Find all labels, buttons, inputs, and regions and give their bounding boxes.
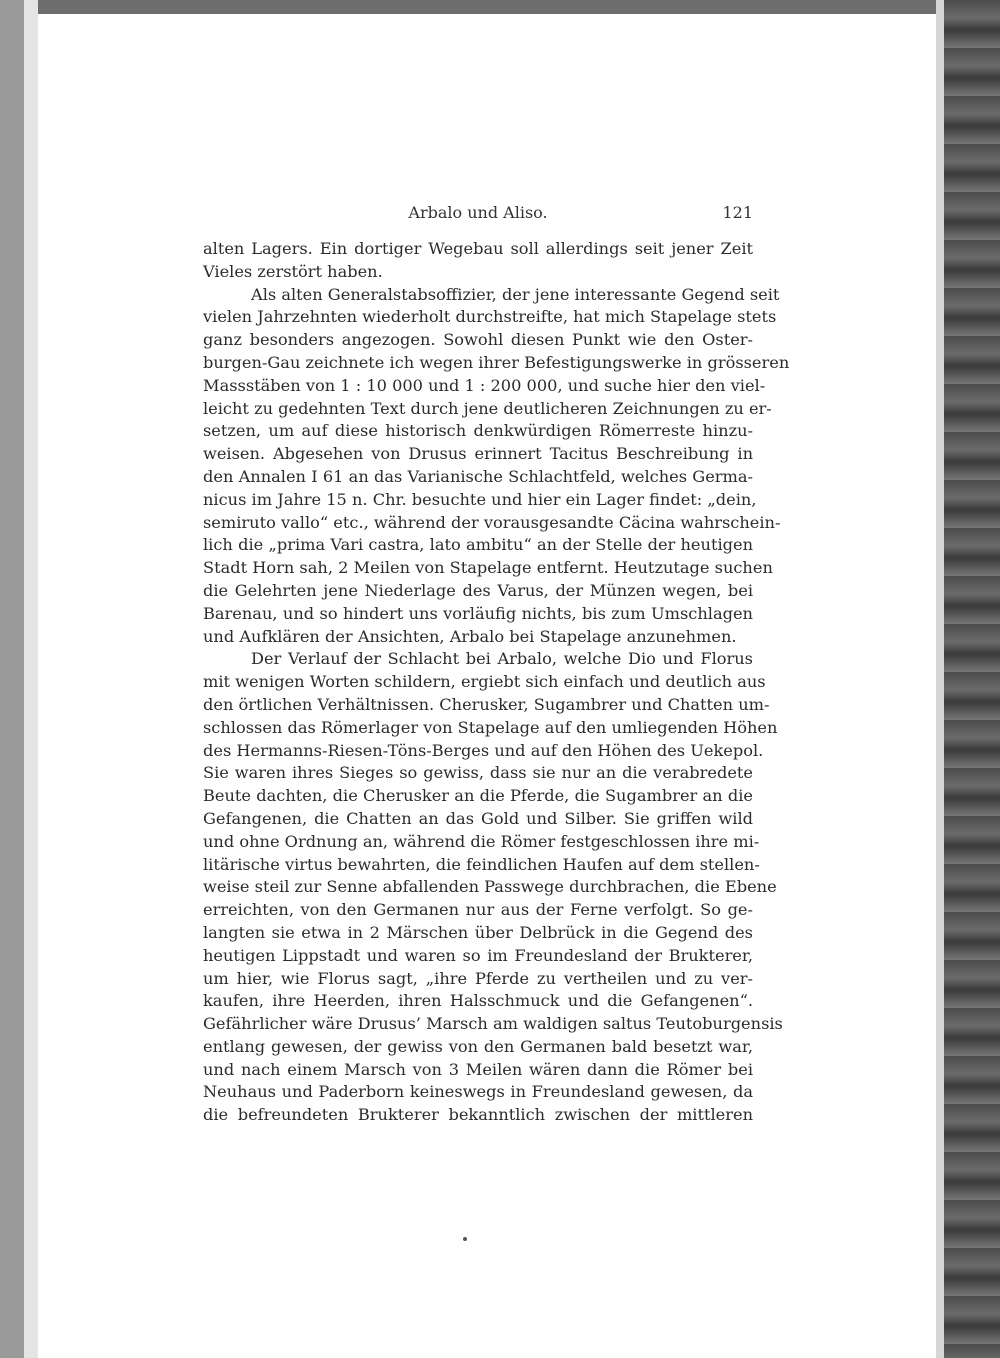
text-line: die befreundeten Brukterer bekanntlich zwischen der mittleren xyxy=(203,1105,753,1125)
body-text xyxy=(203,238,790,1127)
text-line: um hier, wie Florus sagt, „ihre Pferde zu vertheilen und zu ver- xyxy=(203,968,753,988)
text-line: ganz besonders angezogen. Sowohl diesen Punkt wie den Oster- xyxy=(203,330,753,350)
text-line: leicht zu gedehnten Text durch jene deutlicheren Zeichnungen zu er- xyxy=(203,398,772,418)
text-line: setzen, um auf diese historisch denkwürdigen Römerreste hinzu- xyxy=(203,421,753,441)
text-line: Massstäben von 1 : 10 000 und 1 : 200 000, und suche hier den viel- xyxy=(203,375,766,395)
page-number: 121 xyxy=(722,203,753,222)
text-line: lich die „prima Vari castra, lato ambitu“ an der Stelle der heutigen xyxy=(203,535,753,555)
text-line: Gefährlicher wäre Drusus’ Marsch am waldigen saltus Teutoburgensis xyxy=(203,1014,783,1034)
text-line: und nach einem Marsch von 3 Meilen wären dann die Römer bei xyxy=(203,1059,753,1079)
text-line: Stadt Horn sah, 2 Meilen von Stapelage entfernt. Heutzutage suchen xyxy=(203,558,773,578)
text-line: Neuhaus und Paderborn keineswegs in Freundesland gewesen, da xyxy=(203,1082,753,1102)
scan-left-edge xyxy=(0,0,24,1358)
speck-mark xyxy=(463,1237,467,1241)
left-gutter xyxy=(24,0,38,1358)
text-line: erreichten, von den Germanen nur aus der Ferne verfolgt. So ge- xyxy=(203,900,753,920)
text-line: Sie waren ihres Sieges so gewiss, dass sie nur an die verabredete xyxy=(203,763,753,783)
text-line: litärische virtus bewahrten, die feindlichen Haufen auf dem stellen- xyxy=(203,854,760,874)
text-line: des Hermanns-Riesen-Töns-Berges und auf den Höhen des Uekepol. xyxy=(203,740,764,760)
text-line: heutigen Lippstadt und waren so im Freundesland der Brukterer, xyxy=(203,945,753,965)
scan-top-edge xyxy=(0,0,1000,14)
text-line: Als alten Generalstabsoffizier, der jene interessante Gegend seit xyxy=(251,284,780,304)
text-line: kaufen, ihre Heerden, ihren Halsschmuck und die Gefangenen“. xyxy=(203,991,753,1011)
text-line: Beute dachten, die Cherusker an die Pferde, die Sugambrer an die xyxy=(203,786,753,806)
text-line: burgen-Gau zeichnete ich wegen ihrer Befestigungswerke in grösseren xyxy=(203,352,790,372)
text-line: nicus im Jahre 15 n. Chr. besuchte und hier ein Lager findet: „dein, xyxy=(203,489,757,509)
text-line: und ohne Ordnung an, während die Römer festgeschlossen ihre mi- xyxy=(203,831,760,851)
book-edge-right xyxy=(944,0,1000,1358)
right-gutter xyxy=(936,0,944,1358)
text-line: Barenau, und so hindert uns vorläufig nichts, bis zum Umschlagen xyxy=(203,603,753,623)
text-line: und Aufklären der Ansichten, Arbalo bei Stapelage anzunehmen. xyxy=(203,626,737,646)
text-line: alten Lagers. Ein dortiger Wegebau soll allerdings seit jener Zeit xyxy=(203,239,753,258)
text-line: schlossen das Römerlager von Stapelage auf den umliegenden Höhen xyxy=(203,717,778,737)
text-line: mit wenigen Worten schildern, ergiebt sich einfach und deutlich aus xyxy=(203,672,766,692)
text-line: weisen. Abgesehen von Drusus erinnert Tacitus Beschreibung in xyxy=(203,444,753,464)
text-line: den örtlichen Verhältnissen. Cherusker, Sugambrer und Chatten um- xyxy=(203,694,770,714)
text-line: Vieles zerstört haben. xyxy=(203,261,383,281)
text-line: weise steil zur Senne abfallenden Passwege durchbrachen, die Ebene xyxy=(203,877,777,897)
text-line: vielen Jahrzehnten wiederholt durchstreifte, hat mich Stapelage stets xyxy=(203,307,777,327)
running-title: Arbalo und Aliso. xyxy=(408,203,548,222)
text-line: entlang gewesen, der gewiss von den Germanen bald besetzt war, xyxy=(203,1036,753,1056)
text-line: den Annalen I 61 an das Varianische Schlachtfeld, welches Germa- xyxy=(203,466,753,486)
text-line: semiruto vallo“ etc., während der vorausgesandte Cäcina wahrschein- xyxy=(203,512,781,532)
text-line: Der Verlauf der Schlacht bei Arbalo, welche Dio und Florus xyxy=(251,649,753,669)
text-line: die Gelehrten jene Niederlage des Varus, der Münzen wegen, bei xyxy=(203,580,753,600)
text-line: langten sie etwa in 2 Märschen über Delbrück in die Gegend des xyxy=(203,922,753,942)
text-line: Gefangenen, die Chatten an das Gold und Silber. Sie griffen wild xyxy=(203,808,753,828)
running-head xyxy=(203,203,753,225)
